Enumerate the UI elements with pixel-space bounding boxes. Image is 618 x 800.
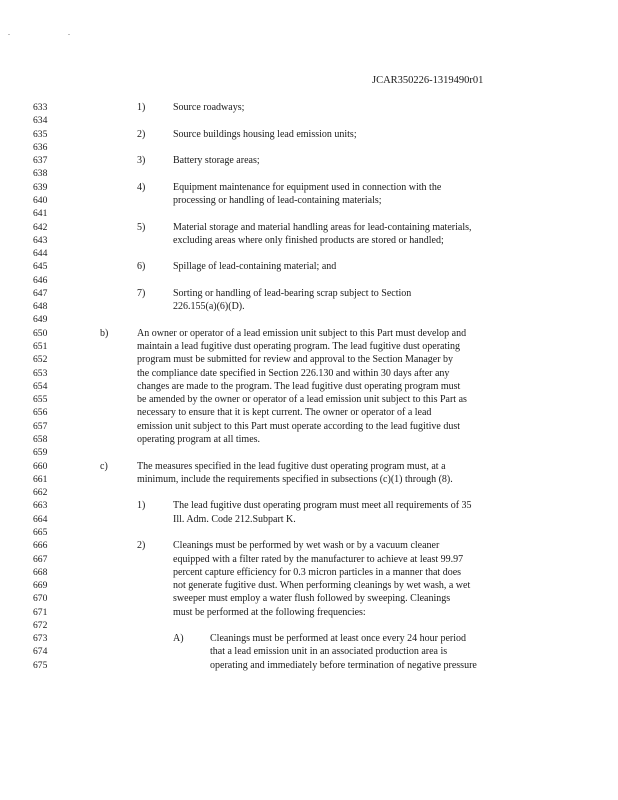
- item-marker: 2): [137, 540, 146, 552]
- item-text-line: operating and immediately before termination of negative pressure: [210, 659, 477, 671]
- line-number: 660: [33, 460, 48, 472]
- line-number: 658: [33, 434, 48, 445]
- line-number: 642: [33, 221, 48, 233]
- line-number: 674: [33, 646, 48, 658]
- item-marker: 1): [137, 500, 146, 512]
- line-number: 644: [33, 248, 48, 260]
- line-number: 675: [33, 659, 48, 671]
- line-number: 648: [33, 301, 48, 313]
- item-text-line: that a lead emission unit in an associated production area is: [210, 646, 448, 658]
- item-marker: b): [100, 327, 109, 339]
- item-text-line: be amended by the owner or operator of a lead emission unit subject to this Part as: [137, 394, 467, 406]
- item-text-line: minimum, include the requirements specified in subsections (c)(1) through (8).: [137, 473, 453, 485]
- item-text-line: must be performed at the following frequencies:: [173, 606, 366, 618]
- line-number: 670: [33, 593, 48, 605]
- line-number: 635: [33, 128, 48, 140]
- line-number: 672: [33, 619, 48, 631]
- line-number: 668: [33, 566, 48, 578]
- item-text-line: Battery storage areas;: [173, 155, 260, 167]
- item-text-line: not generate fugitive dust. When performing cleanings by wet wash, a wet: [173, 580, 471, 592]
- item-text-line: Cleanings must be performed by wet wash or by a vacuum cleaner: [173, 540, 440, 552]
- item-marker: 3): [137, 155, 146, 167]
- line-number: 649: [33, 314, 48, 326]
- item-marker: 5): [137, 221, 146, 233]
- item-text-line: Ill. Adm. Code 212.Subpart K.: [173, 513, 296, 525]
- item-text-line: The measures specified in the lead fugitive dust operating program must, at a: [137, 460, 446, 472]
- item-text-line: 226.155(a)(6)(D).: [173, 301, 245, 313]
- item-text-line: maintain a lead fugitive dust operating program. The lead fugitive dust operating: [137, 341, 461, 353]
- line-number: 662: [33, 487, 48, 499]
- item-text-line: excluding areas where only finished products are stored or handled;: [173, 234, 444, 246]
- line-number: 646: [33, 274, 48, 286]
- item-text-line: changes are made to the program. The lead fugitive dust operating program must: [137, 380, 461, 392]
- item-text-line: program must be submitted for review and approval to the Section Manager by: [137, 354, 454, 366]
- item-text-line: processing or handling of lead-containing materials;: [173, 194, 382, 206]
- item-text-line: the compliance date specified in Section 226.130 and within 30 days after any: [137, 367, 450, 379]
- line-number: 673: [33, 633, 48, 645]
- item-text-line: Equipment maintenance for equipment used in connection with the: [173, 181, 442, 193]
- item-marker: c): [100, 460, 108, 472]
- item-marker: 2): [137, 128, 146, 140]
- line-number: 665: [33, 526, 48, 538]
- item-text-line: emission unit subject to this Part must operate according to the lead fugitive dust: [137, 420, 460, 432]
- item-text-line: necessary to ensure that it is kept current. The owner or operator of a lead: [137, 407, 432, 419]
- line-number: 666: [33, 540, 48, 552]
- line-number: 647: [33, 287, 48, 299]
- item-text-line: operating program at all times.: [137, 434, 261, 445]
- line-number: 637: [33, 155, 48, 167]
- line-number: 669: [33, 580, 48, 592]
- item-text-line: Cleanings must be performed at least once every 24 hour period: [210, 633, 467, 645]
- item-text-line: Spillage of lead-containing material; and: [173, 261, 337, 273]
- line-number: 643: [33, 234, 48, 246]
- item-marker: 6): [137, 261, 146, 273]
- line-number: 653: [33, 367, 48, 379]
- line-number: 638: [33, 168, 48, 180]
- item-text-line: The lead fugitive dust operating program must meet all requirements of 35: [173, 500, 472, 512]
- line-number: 650: [33, 327, 48, 339]
- line-number: 657: [33, 420, 48, 432]
- item-text-line: Source roadways;: [173, 102, 245, 113]
- item-marker: 4): [137, 181, 146, 193]
- line-number: 655: [33, 394, 48, 406]
- item-marker: 1): [137, 102, 146, 113]
- line-number: 641: [33, 208, 48, 220]
- item-marker: 7): [137, 287, 146, 299]
- line-number: 664: [33, 513, 48, 525]
- line-number: 634: [33, 115, 48, 127]
- item-text-line: Source buildings housing lead emission units;: [173, 128, 357, 140]
- item-text-line: sweeper must employ a water flush followed by sweeping. Cleanings: [173, 593, 451, 605]
- line-number: 652: [33, 354, 48, 366]
- line-number: 640: [33, 194, 48, 206]
- line-number: 651: [33, 341, 48, 353]
- item-text-line: equipped with a filter rated by the manufacturer to achieve at least 99.97: [173, 553, 464, 565]
- line-number: 671: [33, 606, 48, 618]
- document-id: JCAR350226-1319490r01: [372, 75, 484, 86]
- item-marker: A): [173, 633, 184, 645]
- scan-specks: . .: [8, 28, 98, 37]
- line-number: 659: [33, 447, 48, 459]
- line-number: 654: [33, 380, 48, 392]
- item-text-line: An owner or operator of a lead emission unit subject to this Part must develop and: [137, 327, 467, 339]
- line-number: 645: [33, 261, 48, 273]
- line-number: 636: [33, 141, 48, 153]
- item-text-line: Material storage and material handling areas for lead-containing materials,: [173, 221, 472, 233]
- line-number: 667: [33, 553, 48, 565]
- item-text-line: Sorting or handling of lead-bearing scrap subject to Section: [173, 287, 412, 299]
- line-number: 633: [33, 102, 48, 113]
- line-number: 639: [33, 181, 48, 193]
- line-number: 656: [33, 407, 48, 419]
- line-number: 663: [33, 500, 48, 512]
- item-text-line: percent capture efficiency for 0.3 micron particles in a manner that does: [173, 566, 462, 578]
- line-number: 661: [33, 473, 48, 485]
